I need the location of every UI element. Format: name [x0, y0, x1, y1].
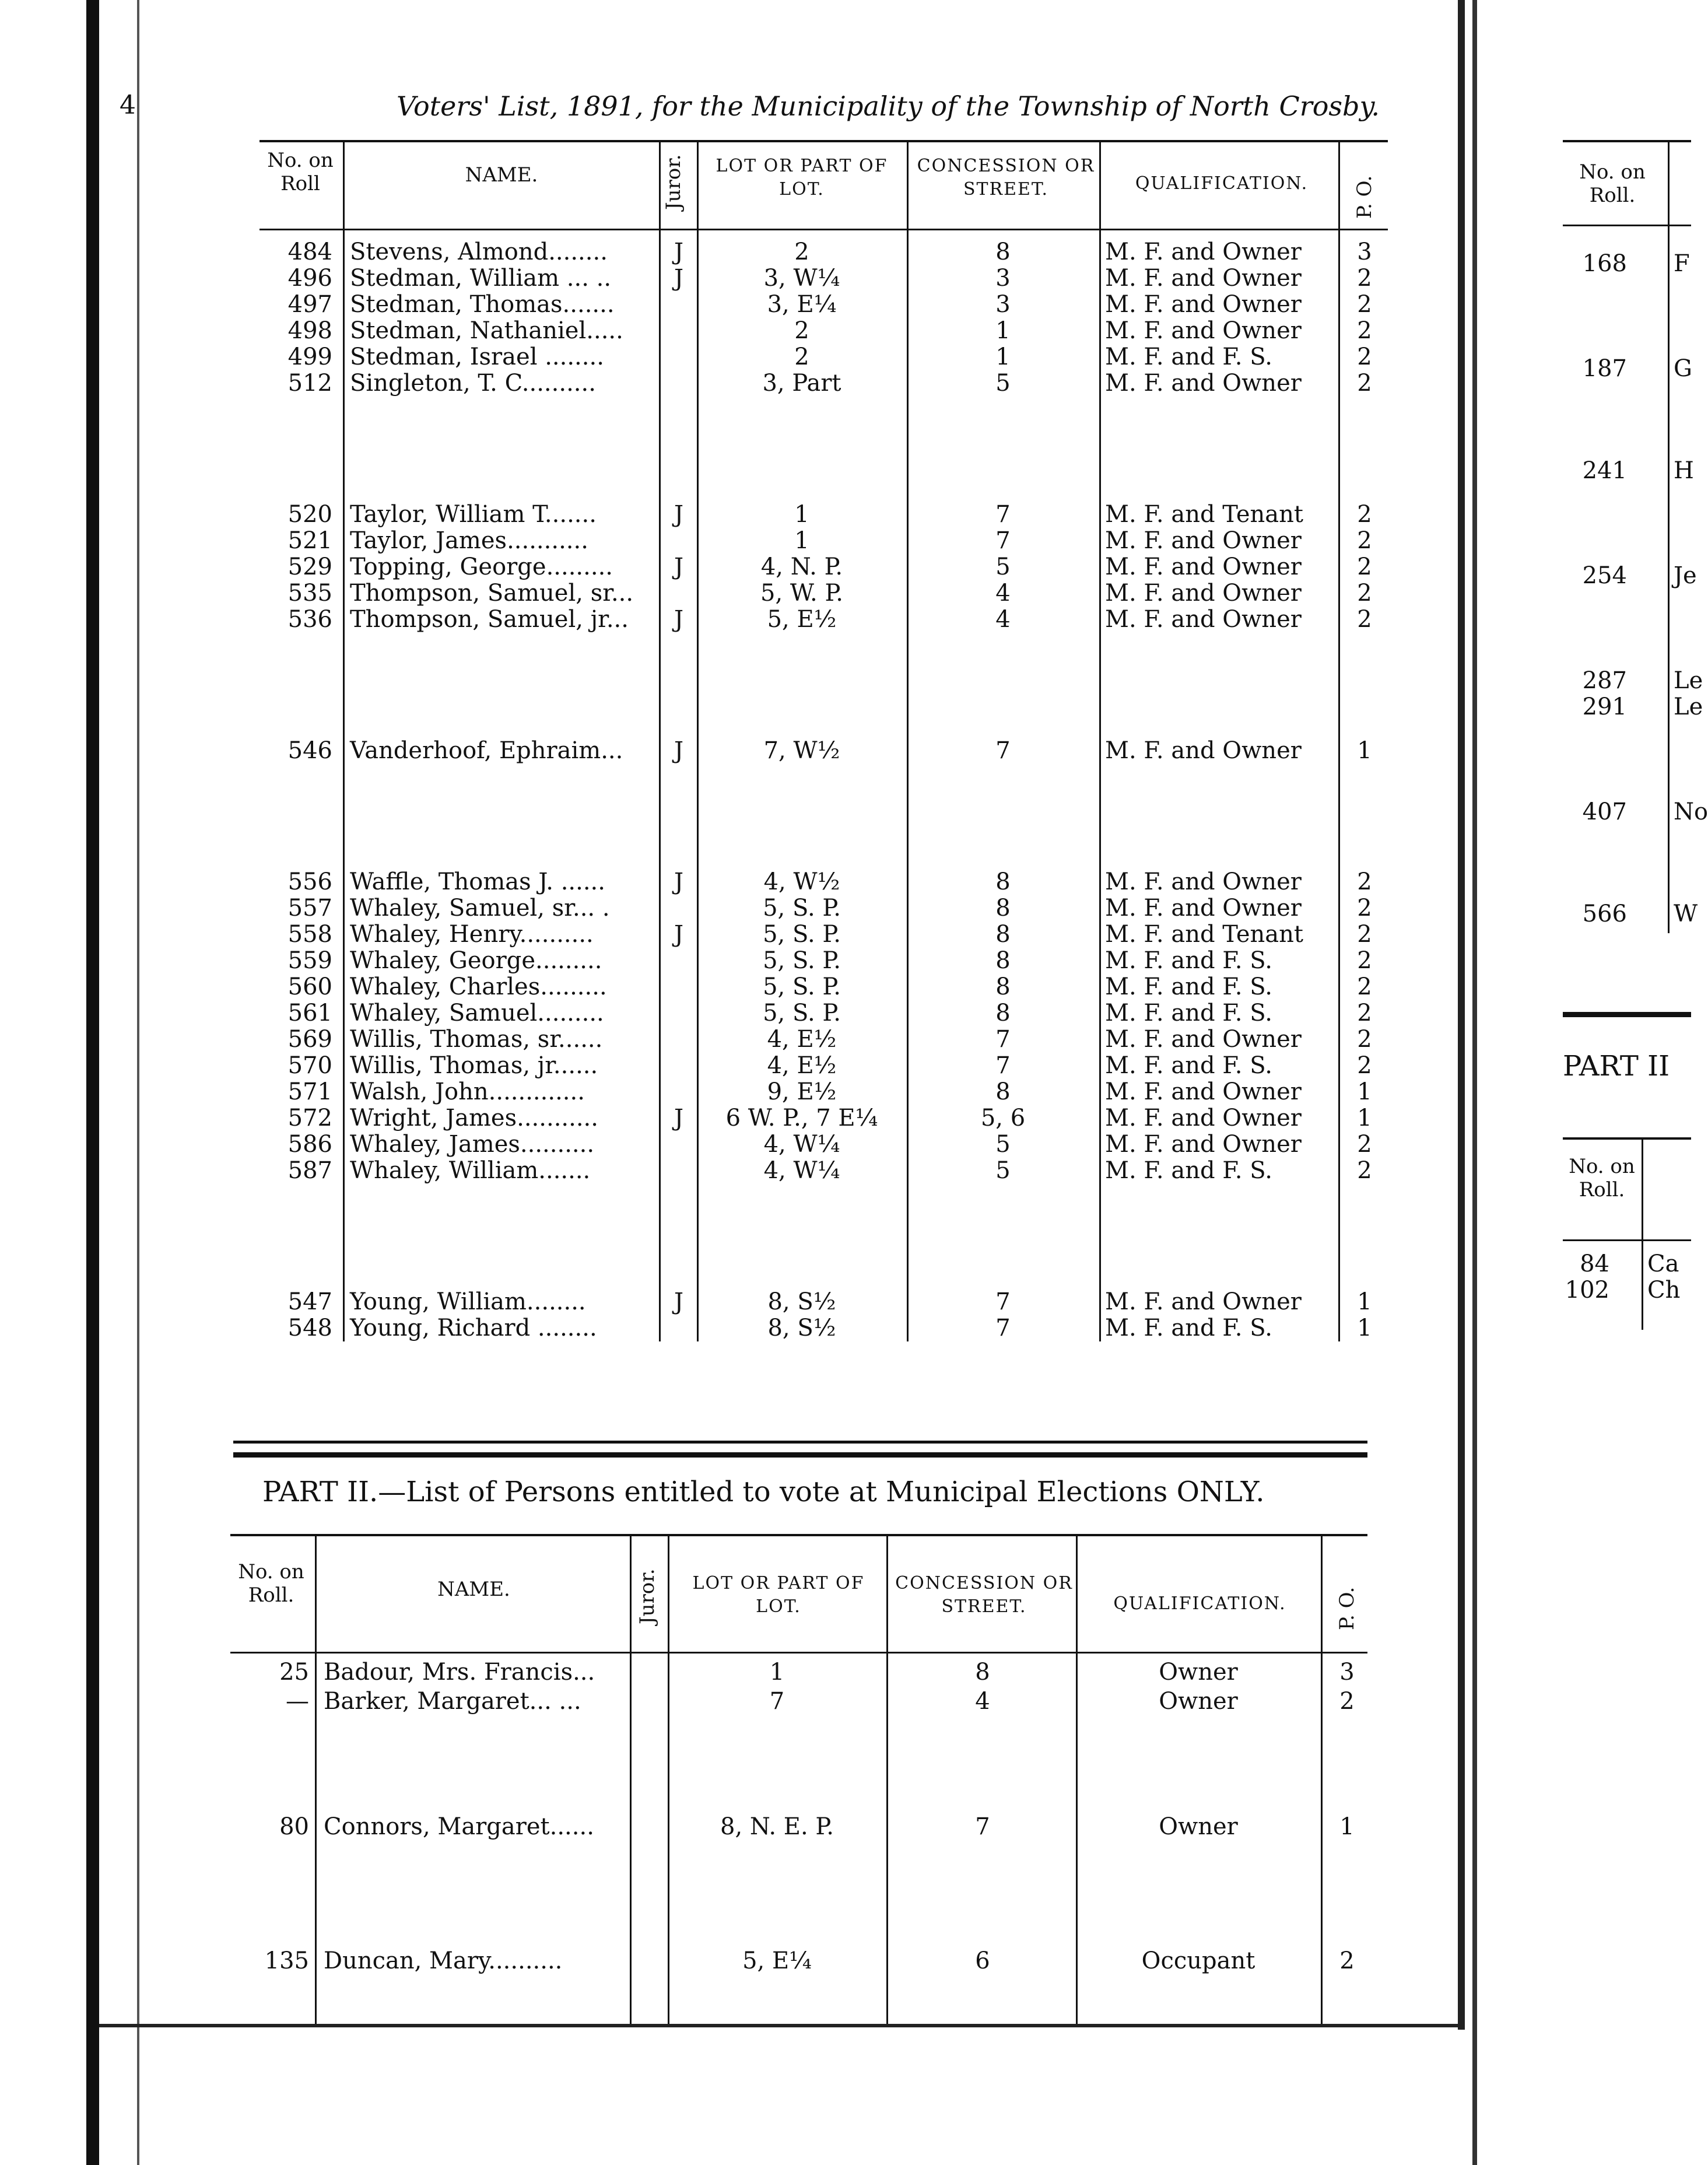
part2-col-header-lot: LOT OR PART OF LOT. — [692, 1573, 865, 1617]
part2-col-header-po: P. O. — [1335, 1586, 1359, 1630]
roll-number: 498 — [287, 317, 332, 344]
voter-name-fragment: G — [1674, 355, 1692, 382]
voter-name: Thompson, Samuel, jr... — [350, 606, 629, 633]
qualification: M. F. and Owner — [1105, 1105, 1302, 1131]
post-office: 2 — [1357, 265, 1372, 292]
lot: 4, E½ — [767, 1052, 837, 1079]
lot: 4, E½ — [767, 1026, 837, 1053]
post-office: 2 — [1357, 1157, 1372, 1184]
concession: 8 — [995, 947, 1011, 974]
voter-name: Singleton, T. C.......... — [350, 370, 596, 397]
col-header-po: P. O. — [1353, 175, 1376, 219]
juror-mark: J — [674, 553, 684, 580]
roll-number: 557 — [287, 895, 332, 922]
right-part2-col-rule — [1642, 1137, 1643, 1330]
qualification: M. F. and Owner — [1105, 580, 1302, 607]
qualification: M. F. and Owner — [1105, 527, 1302, 554]
voter-name: Duncan, Mary.......... — [324, 1947, 563, 1974]
voter-name: Stedman, Thomas....... — [350, 291, 615, 318]
lot: 1 — [769, 1659, 785, 1686]
running-head: Voters' List, 1891, for the Municipality of the Township of North Crosby. — [397, 90, 1380, 122]
qualification: M. F. and Owner — [1105, 239, 1302, 265]
concession: 7 — [995, 1052, 1011, 1079]
voter-name: Taylor, James........... — [350, 527, 588, 554]
roll-number: 291 — [1582, 693, 1627, 720]
part2-col-rule — [886, 1534, 888, 2024]
voter-name: Walsh, John............. — [350, 1078, 585, 1105]
concession: 3 — [995, 265, 1011, 292]
qualification: M. F. and Owner — [1105, 868, 1302, 895]
roll-number: 536 — [287, 606, 332, 633]
voter-name: Whaley, Charles......... — [350, 973, 607, 1000]
concession: 3 — [995, 291, 1011, 318]
qualification: Owner — [1159, 1688, 1238, 1715]
roll-number: 187 — [1582, 355, 1627, 382]
qualification: M. F. and Owner — [1105, 317, 1302, 344]
lot: 5, S. P. — [763, 973, 841, 1000]
right-part2-label: PART II — [1563, 1050, 1670, 1082]
voter-name-fragment: Le — [1674, 693, 1703, 720]
part2-col-rule — [1076, 1534, 1078, 2024]
voter-name: Stedman, Nathaniel..... — [350, 317, 623, 344]
part-separator-rule — [233, 1441, 1367, 1444]
voter-name: Stevens, Almond........ — [350, 239, 608, 265]
roll-number: 558 — [287, 921, 332, 948]
post-office: 2 — [1357, 344, 1372, 370]
post-office: 2 — [1357, 895, 1372, 922]
lot: 2 — [794, 317, 809, 344]
concession: 6 — [975, 1947, 990, 1974]
lot: 3, W¼ — [763, 265, 840, 292]
voter-name: Barker, Margaret... ... — [324, 1688, 581, 1715]
voter-name: Whaley, George......... — [350, 947, 602, 974]
qualification: M. F. and F. S. — [1105, 344, 1272, 370]
concession: 8 — [995, 1000, 1011, 1027]
page-number: 4 — [120, 90, 136, 120]
post-office: 2 — [1357, 317, 1372, 344]
lot: 1 — [794, 527, 809, 554]
right-part2-header-roll: No. on Roll. — [1569, 1155, 1635, 1201]
part2-col-header-concession: CONCESSION OR STREET. — [895, 1573, 1073, 1617]
col-rule — [343, 140, 345, 1341]
qualification: M. F. and F. S. — [1105, 1157, 1272, 1184]
voter-name: Whaley, James.......... — [350, 1131, 595, 1158]
right-header-rule — [1563, 225, 1691, 226]
lot: 6 W. P., 7 E¼ — [725, 1105, 878, 1131]
juror-mark: J — [674, 501, 684, 528]
scan-left-margin — [0, 0, 87, 2165]
col-rule — [697, 140, 699, 1341]
roll-number: 102 — [1565, 1277, 1609, 1304]
concession: 7 — [995, 1026, 1011, 1053]
qualification: M. F. and Owner — [1105, 1131, 1302, 1158]
post-office: 1 — [1357, 1078, 1372, 1105]
voter-name-fragment: Je — [1674, 562, 1697, 589]
concession: 7 — [995, 1315, 1011, 1341]
post-office: 2 — [1357, 921, 1372, 948]
voter-name: Taylor, William T....... — [350, 501, 597, 528]
qualification: M. F. and F. S. — [1105, 1052, 1272, 1079]
voter-name: Young, William........ — [350, 1288, 586, 1315]
juror-mark: J — [674, 606, 684, 633]
post-office: 1 — [1357, 1105, 1372, 1131]
part2-col-rule — [1321, 1534, 1323, 2024]
roll-number: — — [286, 1688, 309, 1715]
post-office: 2 — [1357, 580, 1372, 607]
roll-number: 556 — [287, 868, 332, 895]
concession: 5 — [995, 1131, 1011, 1158]
roll-number: 254 — [1582, 562, 1627, 589]
voter-name: Wright, James........... — [350, 1105, 598, 1131]
part2-col-header-roll: No. on Roll. — [238, 1560, 304, 1607]
lot: 4, W½ — [763, 868, 840, 895]
lot: 5, S. P. — [763, 895, 841, 922]
voter-name-fragment: F — [1674, 250, 1690, 277]
voter-name-fragment: Le — [1674, 667, 1703, 694]
voter-name-fragment: H — [1674, 457, 1694, 484]
concession: 7 — [995, 501, 1011, 528]
voter-name: Badour, Mrs. Francis... — [324, 1659, 595, 1686]
part2-col-rule — [630, 1534, 632, 2024]
roll-number: 135 — [264, 1947, 309, 1974]
post-office: 2 — [1357, 553, 1372, 580]
roll-number: 587 — [287, 1157, 332, 1184]
qualification: Owner — [1159, 1813, 1238, 1840]
voter-name: Whaley, William....... — [350, 1157, 591, 1184]
roll-number: 287 — [1582, 667, 1627, 694]
roll-number: 586 — [287, 1131, 332, 1158]
qualification: M. F. and Owner — [1105, 370, 1302, 397]
juror-mark: J — [674, 737, 684, 764]
qualification: M. F. and F. S. — [1105, 973, 1272, 1000]
voter-name-fragment: No — [1674, 798, 1708, 825]
post-office: 2 — [1357, 973, 1372, 1000]
lot: 2 — [794, 344, 809, 370]
post-office: 2 — [1357, 1026, 1372, 1053]
qualification: M. F. and Owner — [1105, 1026, 1302, 1053]
roll-number: 561 — [287, 1000, 332, 1027]
col-header-concession: CONCESSION OR STREET. — [917, 156, 1095, 199]
part2-col-header-qualification: QUALIFICATION. — [1113, 1593, 1286, 1614]
post-office: 2 — [1357, 947, 1372, 974]
col-header-roll: No. on Roll — [267, 149, 334, 195]
lot: 9, E½ — [767, 1078, 837, 1105]
concession: 7 — [995, 737, 1011, 764]
qualification: M. F. and Owner — [1105, 895, 1302, 922]
lot: 5, W. P. — [760, 580, 843, 607]
right-part2-rule — [1563, 1137, 1691, 1140]
lot: 3, Part — [762, 370, 841, 397]
concession: 8 — [975, 1659, 990, 1686]
roll-number: 535 — [287, 580, 332, 607]
lot: 3, E¼ — [767, 291, 837, 318]
scan-edge-dark — [86, 0, 99, 2165]
roll-number: 241 — [1582, 457, 1627, 484]
page-right-edge — [1458, 0, 1465, 2030]
voter-name: Vanderhoof, Ephraim... — [350, 737, 623, 764]
post-office: 1 — [1339, 1813, 1355, 1840]
voter-name: Young, Richard ........ — [350, 1315, 597, 1341]
roll-number: 25 — [279, 1659, 309, 1686]
post-office: 2 — [1339, 1947, 1355, 1974]
col-header-lot: LOT OR PART OF LOT. — [716, 156, 888, 199]
juror-mark: J — [674, 239, 684, 265]
roll-number: 546 — [287, 737, 332, 764]
right-col-rule — [1668, 140, 1670, 933]
qualification: M. F. and Owner — [1105, 291, 1302, 318]
lot: 1 — [794, 501, 809, 528]
right-part2-rule — [1563, 1012, 1691, 1017]
juror-mark: J — [674, 1105, 684, 1131]
concession: 7 — [995, 1288, 1011, 1315]
voter-name: Topping, George......... — [350, 553, 613, 580]
juror-mark: J — [674, 868, 684, 895]
concession: 5 — [995, 553, 1011, 580]
voter-name: Willis, Thomas, sr...... — [350, 1026, 603, 1053]
lot: 4, N. P. — [760, 553, 843, 580]
voter-name: Willis, Thomas, jr...... — [350, 1052, 598, 1079]
post-office: 2 — [1357, 1052, 1372, 1079]
roll-number: 407 — [1582, 798, 1627, 825]
right-col-header-roll: No. on Roll. — [1579, 160, 1646, 207]
concession: 8 — [995, 895, 1011, 922]
concession: 5 — [995, 370, 1011, 397]
right-header-rule — [1563, 140, 1691, 142]
lot: 4, W¼ — [763, 1157, 840, 1184]
lot: 5, E½ — [767, 606, 837, 633]
concession: 7 — [995, 527, 1011, 554]
lot: 8, N. E. P. — [720, 1813, 834, 1840]
qualification: Owner — [1159, 1659, 1238, 1686]
roll-number: 521 — [287, 527, 332, 554]
header-top-rule — [259, 140, 1388, 142]
post-office: 1 — [1357, 1315, 1372, 1341]
juror-mark: J — [674, 1288, 684, 1315]
header-bottom-rule — [259, 229, 1388, 230]
voter-name: Whaley, Henry.......... — [350, 921, 594, 948]
roll-number: 572 — [287, 1105, 332, 1131]
book-gutter — [1472, 0, 1477, 2165]
part2-col-header-name: NAME. — [437, 1578, 510, 1601]
qualification: M. F. and Tenant — [1105, 921, 1303, 948]
lot: 5, S. P. — [763, 921, 841, 948]
roll-number: 571 — [287, 1078, 332, 1105]
page-bottom-edge — [99, 2024, 1458, 2027]
post-office: 2 — [1357, 527, 1372, 554]
roll-number: 168 — [1582, 250, 1627, 277]
post-office: 2 — [1357, 370, 1372, 397]
concession: 8 — [995, 868, 1011, 895]
concession: 1 — [995, 317, 1011, 344]
qualification: M. F. and Owner — [1105, 1288, 1302, 1315]
col-header-name: NAME. — [465, 163, 538, 187]
roll-number: 570 — [287, 1052, 332, 1079]
post-office: 2 — [1357, 501, 1372, 528]
concession: 7 — [975, 1813, 990, 1840]
post-office: 1 — [1357, 1288, 1372, 1315]
roll-number: 560 — [287, 973, 332, 1000]
roll-number: 80 — [279, 1813, 309, 1840]
post-office: 2 — [1357, 291, 1372, 318]
concession: 8 — [995, 921, 1011, 948]
voter-name: Whaley, Samuel......... — [350, 1000, 604, 1027]
roll-number: 559 — [287, 947, 332, 974]
lot: 5, S. P. — [763, 1000, 841, 1027]
qualification: M. F. and Owner — [1105, 737, 1302, 764]
roll-number: 520 — [287, 501, 332, 528]
lot: 8, S½ — [767, 1288, 836, 1315]
part2-header-bottom-rule — [230, 1652, 1367, 1653]
lot: 7, W½ — [763, 737, 840, 764]
qualification: M. F. and F. S. — [1105, 1315, 1272, 1341]
post-office: 1 — [1357, 737, 1372, 764]
roll-number: 566 — [1582, 901, 1627, 927]
voter-name-fragment: W — [1674, 901, 1698, 927]
qualification: M. F. and Owner — [1105, 1078, 1302, 1105]
scan-edge-line — [137, 0, 139, 2165]
roll-number: 529 — [287, 553, 332, 580]
voter-name: Connors, Margaret...... — [324, 1813, 594, 1840]
roll-number: 484 — [287, 239, 332, 265]
lot: 2 — [794, 239, 809, 265]
lot: 5, S. P. — [763, 947, 841, 974]
voter-name: Whaley, Samuel, sr... . — [350, 895, 610, 922]
roll-number: 547 — [287, 1288, 332, 1315]
post-office: 3 — [1339, 1659, 1355, 1686]
concession: 5, 6 — [980, 1105, 1026, 1131]
voter-name-fragment: Ch — [1647, 1277, 1681, 1304]
qualification: M. F. and Owner — [1105, 606, 1302, 633]
col-header-juror: Juror. — [662, 154, 685, 210]
col-header-qualification: QUALIFICATION. — [1135, 173, 1309, 194]
voter-name: Waffle, Thomas J. ...... — [350, 868, 605, 895]
col-rule — [659, 140, 661, 1341]
post-office: 2 — [1357, 868, 1372, 895]
col-rule — [907, 140, 909, 1341]
concession: 4 — [995, 580, 1011, 607]
voter-name-fragment: Ca — [1647, 1250, 1679, 1277]
part2-header-top-rule — [230, 1534, 1367, 1536]
roll-number: 512 — [287, 370, 332, 397]
roll-number: 569 — [287, 1026, 332, 1053]
juror-mark: J — [674, 921, 684, 948]
roll-number: 497 — [287, 291, 332, 318]
roll-number: 548 — [287, 1315, 332, 1341]
post-office: 2 — [1339, 1688, 1355, 1715]
concession: 4 — [995, 606, 1011, 633]
lot: 5, E¼ — [742, 1947, 812, 1974]
post-office: 3 — [1357, 239, 1372, 265]
concession: 5 — [995, 1157, 1011, 1184]
lot: 4, W¼ — [763, 1131, 840, 1158]
part2-col-header-juror: Juror. — [636, 1568, 659, 1624]
qualification: M. F. and Tenant — [1105, 501, 1303, 528]
roll-number: 84 — [1580, 1250, 1609, 1277]
voter-name: Stedman, William ... .. — [350, 265, 612, 292]
post-office: 2 — [1357, 1131, 1372, 1158]
concession: 4 — [975, 1688, 990, 1715]
roll-number: 499 — [287, 344, 332, 370]
qualification: M. F. and F. S. — [1105, 1000, 1272, 1027]
qualification: Occupant — [1141, 1947, 1255, 1974]
part2-col-rule — [668, 1534, 669, 2024]
lot: 7 — [769, 1688, 785, 1715]
qualification: M. F. and Owner — [1105, 553, 1302, 580]
concession: 1 — [995, 344, 1011, 370]
part-separator-rule-thick — [233, 1452, 1367, 1458]
post-office: 2 — [1357, 606, 1372, 633]
part2-col-rule — [315, 1534, 317, 2024]
part2-title: PART II.—List of Persons entitled to vote at Municipal Elections ONLY. — [262, 1476, 1265, 1508]
col-rule — [1338, 140, 1340, 1341]
roll-number: 496 — [287, 265, 332, 292]
voter-name: Stedman, Israel ........ — [350, 344, 604, 370]
lot: 8, S½ — [767, 1315, 836, 1341]
qualification: M. F. and Owner — [1105, 265, 1302, 292]
right-part2-rule — [1563, 1239, 1691, 1241]
col-rule — [1099, 140, 1101, 1341]
qualification: M. F. and F. S. — [1105, 947, 1272, 974]
concession: 8 — [995, 973, 1011, 1000]
juror-mark: J — [674, 265, 684, 292]
voter-name: Thompson, Samuel, sr... — [350, 580, 634, 607]
concession: 8 — [995, 239, 1011, 265]
concession: 8 — [995, 1078, 1011, 1105]
post-office: 2 — [1357, 1000, 1372, 1027]
